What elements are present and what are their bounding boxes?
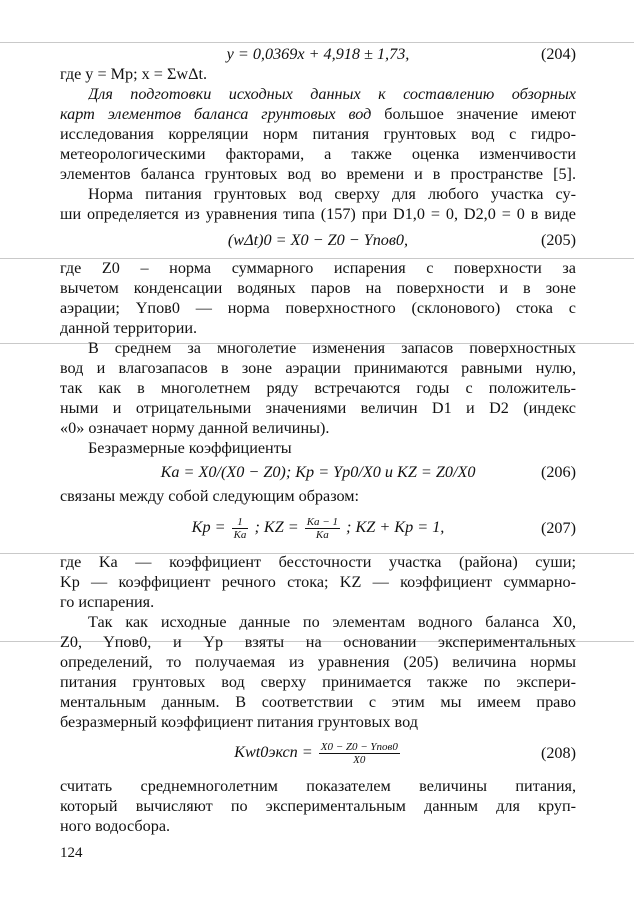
frac-num: Ka − 1 [306, 515, 338, 528]
text-regular: большое значение имеют [371, 105, 576, 123]
equation-208-number: (208) [540, 744, 576, 762]
text-line: аэрации; Yпов0 — норма поверхностного (склонового) стока с [60, 299, 576, 317]
text-line: где Ka — коэффициент бессточности участка (района) суши; [60, 553, 576, 571]
text-line: Z0, Yпов0, и Yр взяты на основании экспериментальных [60, 633, 576, 651]
equation-207 [60, 510, 576, 546]
text-line: ного водосбора. [60, 817, 171, 835]
scan-rule-1 [0, 42, 634, 43]
frac-den: Ka [233, 528, 247, 541]
page-number: 124 [60, 845, 83, 861]
equation-208 [60, 734, 576, 772]
frac-num: X0 − Z0 − Yпов0 [320, 740, 398, 753]
equation-205: (wΔt)0 = X0 − Z0 − Yпов0, [227, 231, 409, 249]
eq208-frac [319, 741, 400, 766]
text-line: вод и влагозапасов в зоне аэрации принимаются равными нулю, [60, 359, 576, 377]
equation-204: y = 0,0369x + 4,918 ± 1,73, [226, 45, 410, 63]
text-italic: карт элементов баланса грунтовых вод [60, 105, 372, 123]
eq207-mid: ; KZ = [254, 518, 299, 536]
text-line: связаны между собой следующим образом: [60, 487, 360, 505]
eq207-frac1 [232, 516, 249, 541]
text-line: который вычисляют по экспериментальным данным для круп- [60, 797, 576, 815]
equation-207-number: (207) [540, 519, 576, 537]
text-line: ментальным данным. В соответствии с этим мы имеем право [60, 693, 576, 711]
text-line: исследования корреляции норм питания грунтовых вод с гидро- [60, 125, 576, 143]
text-line: где Z0 – норма суммарного испарения с поверхности за [60, 259, 576, 277]
text-line: вычетом конденсации водяных паров на поверхности и в зоне [60, 279, 576, 297]
frac-den: Ka [315, 528, 329, 541]
text-line: Kр — коэффициент речного стока; KZ — коэффициент суммарно- [60, 573, 576, 591]
equation-206: Ka = X0/(X0 − Z0); Kр = Yр0/X0 и KZ = Z0/X0 [160, 463, 476, 481]
text-line: питания грунтовых вод сверху принимается также по экспери- [60, 673, 576, 691]
equation-206-number: (206) [540, 463, 576, 481]
text-line: элементов баланса грунтовых вод во времени и в пространстве [5]. [60, 165, 576, 183]
text-line: определений, то получаемая из уравнения (205) величина нормы [60, 653, 576, 671]
equation-204-number: (204) [540, 45, 576, 63]
text-line: Так как исходные данные по элементам водного баланса X0, [88, 613, 576, 631]
eq208-lhs: Kwt0эксп = [234, 743, 313, 761]
text-line: Безразмерные коэффициенты [88, 439, 292, 457]
text-line: безразмерный коэффициент питания грунтовых вод [60, 713, 418, 731]
eq207-rhs: ; KZ + Kр = 1, [346, 518, 445, 536]
text-line [60, 104, 576, 124]
text-line: го испарения. [60, 593, 155, 611]
eq207-frac2 [305, 516, 340, 541]
text-line: В среднем за многолетие изменения запасов поверхностных [88, 339, 576, 357]
eq207-lhs1: Kр = [191, 518, 226, 536]
frac-num: 1 [232, 516, 249, 529]
text-line: считать среднемноголетним показателем величины питания, [60, 777, 576, 795]
text-line: Норма питания грунтовых вод сверху для любого участка су- [88, 185, 576, 203]
text-line: ными и отрицательными значениями величин D1 и D2 (индекс [60, 399, 576, 417]
text-line: так как в многолетнем ряду встречаются годы с положитель- [60, 379, 576, 397]
text-line: метеорологическими факторами, а также оценка изменчивости [60, 145, 576, 163]
text-line: где y = Mр; x = ΣwΔt. [60, 65, 208, 83]
text-line: ши определяется из уравнения типа (157) при D1,0 = 0, D2,0 = 0 в виде [60, 205, 576, 223]
frac-den: X0 [353, 753, 366, 766]
text-line: «0» означает норму данной величины). [60, 419, 330, 437]
text-line: данной территории. [60, 319, 198, 337]
text-line: Для подготовки исходных данных к составлению обзорных [88, 85, 576, 103]
equation-205-number: (205) [540, 231, 576, 249]
